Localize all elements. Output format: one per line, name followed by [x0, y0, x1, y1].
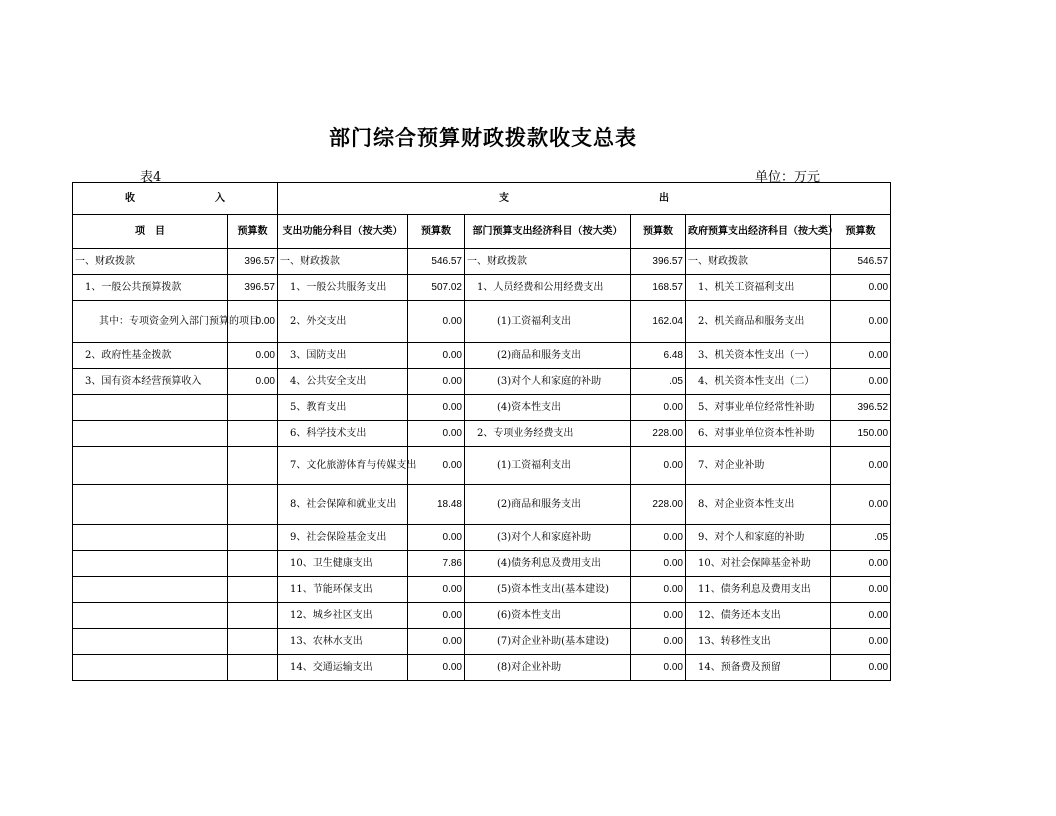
- income-item: 其中：专项资金列入部门预算的项目: [73, 301, 228, 343]
- income-item: [73, 577, 228, 603]
- dept-econ-header: 部门预算支出经济科目（按大类）: [465, 215, 631, 249]
- func-class-item: 8、社会保障和就业支出: [278, 485, 408, 525]
- income-item: [73, 421, 228, 447]
- dept-econ-item: (2)商品和服务支出: [465, 343, 631, 369]
- item-header: 项 目: [73, 215, 228, 249]
- gov-econ-item: 10、对社会保障基金补助: [686, 551, 831, 577]
- dept-econ-budget: .05: [631, 369, 686, 395]
- income-item: 2、政府性基金拨款: [73, 343, 228, 369]
- table-row: [73, 603, 891, 629]
- income-budget: 396.57: [228, 249, 278, 275]
- expense-header: [278, 183, 891, 215]
- dept-econ-item: (1)工资福利支出: [465, 447, 631, 485]
- func-class-budget: 0.00: [408, 301, 465, 343]
- income-budget: [228, 551, 278, 577]
- income-item: [73, 551, 228, 577]
- table-row: [73, 275, 891, 301]
- table-row: [73, 301, 891, 343]
- func-class-budget: 0.00: [408, 343, 465, 369]
- dept-econ-budget: 228.00: [631, 421, 686, 447]
- income-budget: 0.00: [228, 301, 278, 343]
- func-class-item: 10、卫生健康支出: [278, 551, 408, 577]
- gov-econ-item: 1、机关工资福利支出: [686, 275, 831, 301]
- unit-label: 单位：万元: [755, 170, 821, 185]
- func-class-item: 11、节能环保支出: [278, 577, 408, 603]
- income-budget: 0.00: [228, 369, 278, 395]
- income-budget: [228, 655, 278, 681]
- income-header-char2: 入: [215, 193, 225, 204]
- gov-econ-budget: 396.52: [831, 395, 891, 421]
- gov-econ-budget: 0.00: [831, 485, 891, 525]
- dept-econ-budget: 396.57: [631, 249, 686, 275]
- expense-header-char1: 支: [499, 193, 510, 204]
- func-class-item: 9、社会保险基金支出: [278, 525, 408, 551]
- gov-econ-budget: 150.00: [831, 421, 891, 447]
- dept-econ-budget: 168.57: [631, 275, 686, 301]
- func-class-budget: 507.02: [408, 275, 465, 301]
- column-header-row: [73, 215, 891, 249]
- expense-header-char2: 出: [659, 193, 670, 204]
- income-header: [73, 183, 278, 215]
- income-item: 3、国有资本经营预算收入: [73, 369, 228, 395]
- table-row: [73, 249, 891, 275]
- table-row: [73, 525, 891, 551]
- income-budget: [228, 421, 278, 447]
- func-class-item: 4、公共安全支出: [278, 369, 408, 395]
- table-row: [73, 395, 891, 421]
- dept-econ-item: (7)对企业补助(基本建设): [465, 629, 631, 655]
- table-row: [73, 447, 891, 485]
- dept-econ-item: (5)资本性支出(基本建设): [465, 577, 631, 603]
- gov-econ-header: 政府预算支出经济科目（按大类）: [686, 215, 831, 249]
- gov-econ-budget: 0.00: [831, 551, 891, 577]
- func-class-budget: 0.00: [408, 603, 465, 629]
- func-class-budget: 0.00: [408, 447, 465, 485]
- table-row: [73, 343, 891, 369]
- income-budget: [228, 395, 278, 421]
- gov-econ-budget: 0.00: [831, 369, 891, 395]
- income-item: 一、财政拨款: [73, 249, 228, 275]
- dept-econ-item: (3)对个人和家庭的补助: [465, 369, 631, 395]
- gov-econ-item: 11、债务利息及费用支出: [686, 577, 831, 603]
- budget-header-1: 预算数: [228, 215, 278, 249]
- section-header-row: [73, 183, 891, 215]
- func-class-item: 7、文化旅游体育与传媒支出: [278, 447, 408, 485]
- income-item: [73, 395, 228, 421]
- gov-econ-budget: .05: [831, 525, 891, 551]
- gov-econ-item: 一、财政拨款: [686, 249, 831, 275]
- income-budget: 0.00: [228, 343, 278, 369]
- func-class-budget: 0.00: [408, 369, 465, 395]
- gov-econ-item: 12、债务还本支出: [686, 603, 831, 629]
- gov-econ-item: 3、机关资本性支出（一）: [686, 343, 831, 369]
- func-class-header: 支出功能分科目（按大类）: [278, 215, 408, 249]
- budget-header-3: 预算数: [631, 215, 686, 249]
- table-row: [73, 485, 891, 525]
- table-row: [73, 551, 891, 577]
- dept-econ-item: (3)对个人和家庭补助: [465, 525, 631, 551]
- dept-econ-item: 一、财政拨款: [465, 249, 631, 275]
- gov-econ-budget: 0.00: [831, 655, 891, 681]
- dept-econ-budget: 0.00: [631, 447, 686, 485]
- dept-econ-budget: 0.00: [631, 395, 686, 421]
- table-row: [73, 577, 891, 603]
- income-budget: [228, 603, 278, 629]
- table-number: 表4: [140, 170, 162, 185]
- dept-econ-item: (8)对企业补助: [465, 655, 631, 681]
- dept-econ-item: (6)资本性支出: [465, 603, 631, 629]
- func-class-item: 一、财政拨款: [278, 249, 408, 275]
- gov-econ-item: 4、机关资本性支出（二）: [686, 369, 831, 395]
- gov-econ-item: 5、对事业单位经常性补助: [686, 395, 831, 421]
- income-budget: [228, 447, 278, 485]
- dept-econ-budget: 0.00: [631, 525, 686, 551]
- dept-econ-budget: 6.48: [631, 343, 686, 369]
- income-budget: [228, 525, 278, 551]
- dept-econ-item: (1)工资福利支出: [465, 301, 631, 343]
- dept-econ-budget: 162.04: [631, 301, 686, 343]
- gov-econ-budget: 0.00: [831, 301, 891, 343]
- func-class-item: 14、交通运输支出: [278, 655, 408, 681]
- gov-econ-item: 13、转移性支出: [686, 629, 831, 655]
- func-class-item: 2、外交支出: [278, 301, 408, 343]
- gov-econ-budget: 0.00: [831, 447, 891, 485]
- dept-econ-item: (2)商品和服务支出: [465, 485, 631, 525]
- gov-econ-item: 9、对个人和家庭的补助: [686, 525, 831, 551]
- budget-table: [72, 182, 891, 681]
- dept-econ-budget: 0.00: [631, 655, 686, 681]
- dept-econ-item: 2、专项业务经费支出: [465, 421, 631, 447]
- page-title: 部门综合预算财政拨款收支总表: [329, 126, 637, 150]
- budget-header-2: 预算数: [408, 215, 465, 249]
- func-class-item: 5、教育支出: [278, 395, 408, 421]
- table-row: [73, 369, 891, 395]
- gov-econ-budget: 0.00: [831, 343, 891, 369]
- func-class-budget: 0.00: [408, 421, 465, 447]
- dept-econ-budget: 0.00: [631, 551, 686, 577]
- income-header-char1: 收: [125, 193, 135, 204]
- dept-econ-item: 1、人员经费和公用经费支出: [465, 275, 631, 301]
- func-class-budget: 7.86: [408, 551, 465, 577]
- budget-header-4: 预算数: [831, 215, 891, 249]
- income-item: [73, 603, 228, 629]
- func-class-budget: 18.48: [408, 485, 465, 525]
- func-class-budget: 0.00: [408, 577, 465, 603]
- income-item: [73, 525, 228, 551]
- func-class-budget: 0.00: [408, 395, 465, 421]
- gov-econ-budget: 0.00: [831, 603, 891, 629]
- income-budget: [228, 629, 278, 655]
- dept-econ-item: (4)债务利息及费用支出: [465, 551, 631, 577]
- gov-econ-budget: 0.00: [831, 275, 891, 301]
- dept-econ-item: (4)资本性支出: [465, 395, 631, 421]
- dept-econ-budget: 0.00: [631, 629, 686, 655]
- income-item: [73, 629, 228, 655]
- table-row: [73, 655, 891, 681]
- func-class-budget: 0.00: [408, 525, 465, 551]
- income-item: [73, 655, 228, 681]
- gov-econ-item: 2、机关商品和服务支出: [686, 301, 831, 343]
- income-budget: 396.57: [228, 275, 278, 301]
- func-class-budget: 0.00: [408, 655, 465, 681]
- dept-econ-budget: 228.00: [631, 485, 686, 525]
- income-budget: [228, 577, 278, 603]
- gov-econ-item: 8、对企业资本性支出: [686, 485, 831, 525]
- gov-econ-budget: 546.57: [831, 249, 891, 275]
- gov-econ-budget: 0.00: [831, 629, 891, 655]
- gov-econ-item: 6、对事业单位资本性补助: [686, 421, 831, 447]
- income-item: 1、一般公共预算拨款: [73, 275, 228, 301]
- gov-econ-budget: 0.00: [831, 577, 891, 603]
- func-class-item: 6、科学技术支出: [278, 421, 408, 447]
- func-class-item: 3、国防支出: [278, 343, 408, 369]
- func-class-budget: 0.00: [408, 629, 465, 655]
- income-item: [73, 447, 228, 485]
- table-row: [73, 629, 891, 655]
- gov-econ-item: 14、预备费及预留: [686, 655, 831, 681]
- func-class-budget: 546.57: [408, 249, 465, 275]
- table-row: [73, 421, 891, 447]
- func-class-item: 13、农林水支出: [278, 629, 408, 655]
- gov-econ-item: 7、对企业补助: [686, 447, 831, 485]
- dept-econ-budget: 0.00: [631, 603, 686, 629]
- income-item: [73, 485, 228, 525]
- dept-econ-budget: 0.00: [631, 577, 686, 603]
- income-budget: [228, 485, 278, 525]
- func-class-item: 1、一般公共服务支出: [278, 275, 408, 301]
- func-class-item: 12、城乡社区支出: [278, 603, 408, 629]
